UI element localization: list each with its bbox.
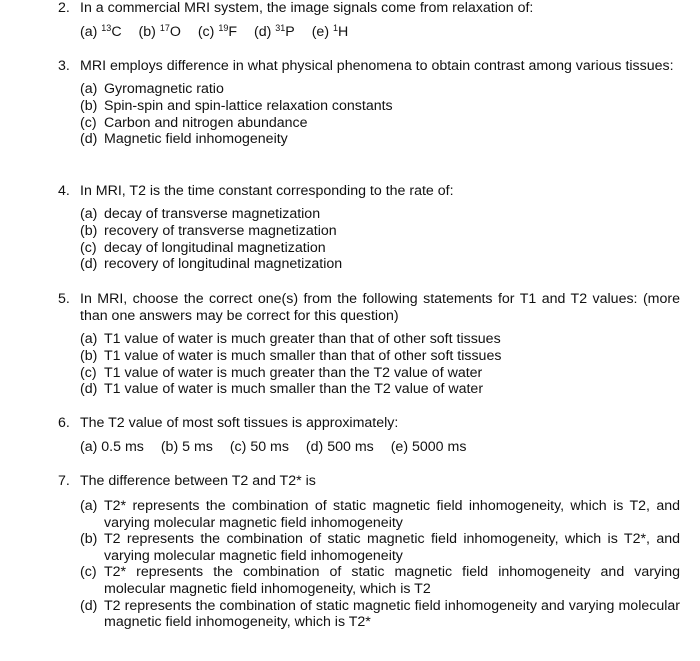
question-text: In MRI, T2 is the time constant corresponding to the rate of: bbox=[80, 183, 454, 199]
question-5 bbox=[58, 291, 680, 398]
question-number: 3. bbox=[58, 58, 70, 74]
option-d: (d) T2 represents the combination of static magnetic field inhomogeneity and varying molecular magnetic field inhomogeneity, which is T2* bbox=[80, 597, 680, 631]
option-c: (c) decay of longitudinal magnetization bbox=[80, 239, 326, 256]
option-d: (d) $^{31}$P bbox=[253, 23, 295, 40]
question-text: In MRI, choose the correct one(s) from the following statements for T1 and T2 values: (more than one answers may be correct for this question) bbox=[80, 291, 680, 324]
question-6 bbox=[58, 415, 680, 455]
option-d: (d) T1 value of water is much smaller than the T2 value of water bbox=[80, 381, 484, 398]
option-a: (a) decay of transverse magnetization bbox=[80, 206, 321, 222]
options-list bbox=[80, 498, 680, 631]
question-number: 2. bbox=[58, 0, 70, 16]
option-e: (e) $^1$H bbox=[311, 23, 349, 40]
option-c: (c) T2* represents the combination of static magnetic field inhomogeneity and varying molecular magnetic field inhomogeneity, which is T2 bbox=[80, 564, 680, 597]
option-c: (c) Carbon and nitrogen abundance bbox=[80, 114, 308, 131]
option-c: (c) T1 value of water is much greater than the T2 value of water bbox=[80, 364, 483, 381]
option-b: (b) 5 ms bbox=[160, 439, 213, 455]
question-number: 7. bbox=[58, 473, 70, 489]
question-number: 4. bbox=[58, 183, 70, 199]
options-list bbox=[80, 81, 680, 148]
option-b: (b) T2 represents the combination of static magnetic field inhomogeneity, which is T2*, and varying molecular magnetic field inhomogeneity bbox=[80, 531, 680, 564]
option-c: (c) 50 ms bbox=[229, 439, 289, 455]
options-list bbox=[80, 206, 680, 273]
option-a: (a) $^{13}$C bbox=[80, 23, 122, 40]
option-e: (e) 5000 ms bbox=[390, 439, 467, 455]
option-a: (a) T2* represents the combination of static magnetic field inhomogeneity, which is T2, and varying molecular magnetic field inhomogeneity bbox=[80, 498, 680, 531]
question-4 bbox=[58, 183, 680, 273]
question-7 bbox=[58, 473, 680, 631]
option-d: (d) recovery of longitudinal magnetization bbox=[80, 256, 343, 273]
question-2 bbox=[58, 0, 680, 40]
option-b: (b) Spin-spin and spin-lattice relaxation constants bbox=[80, 97, 393, 114]
question-number: 6. bbox=[58, 415, 70, 431]
option-c: (c) $^{19}$F bbox=[197, 23, 238, 40]
question-3 bbox=[58, 58, 680, 148]
options-inline bbox=[80, 24, 680, 40]
option-a: (a) T1 value of water is much greater than that of other soft tissues bbox=[80, 331, 501, 347]
question-text: MRI employs difference in what physical phenomena to obtain contrast among various tissues: bbox=[80, 58, 674, 74]
option-b: (b) recovery of transverse magnetization bbox=[80, 222, 337, 239]
option-b: (b) T1 value of water is much smaller than that of other soft tissues bbox=[80, 347, 502, 364]
question-text: The T2 value of most soft tissues is approximately: bbox=[80, 415, 399, 431]
option-d: (d) 500 ms bbox=[305, 439, 374, 455]
question-number: 5. bbox=[58, 291, 70, 307]
question-text: The difference between T2 and T2* is bbox=[80, 473, 316, 489]
options-inline bbox=[80, 439, 680, 455]
option-d: (d) Magnetic field inhomogeneity bbox=[80, 131, 288, 148]
option-a: (a) 0.5 ms bbox=[80, 439, 144, 455]
question-text: In a commercial MRI system, the image signals come from relaxation of: bbox=[80, 0, 534, 16]
option-b: (b) $^{17}$O bbox=[138, 23, 181, 40]
option-a: (a) Gyromagnetic ratio bbox=[80, 81, 224, 97]
options-list bbox=[80, 331, 680, 398]
